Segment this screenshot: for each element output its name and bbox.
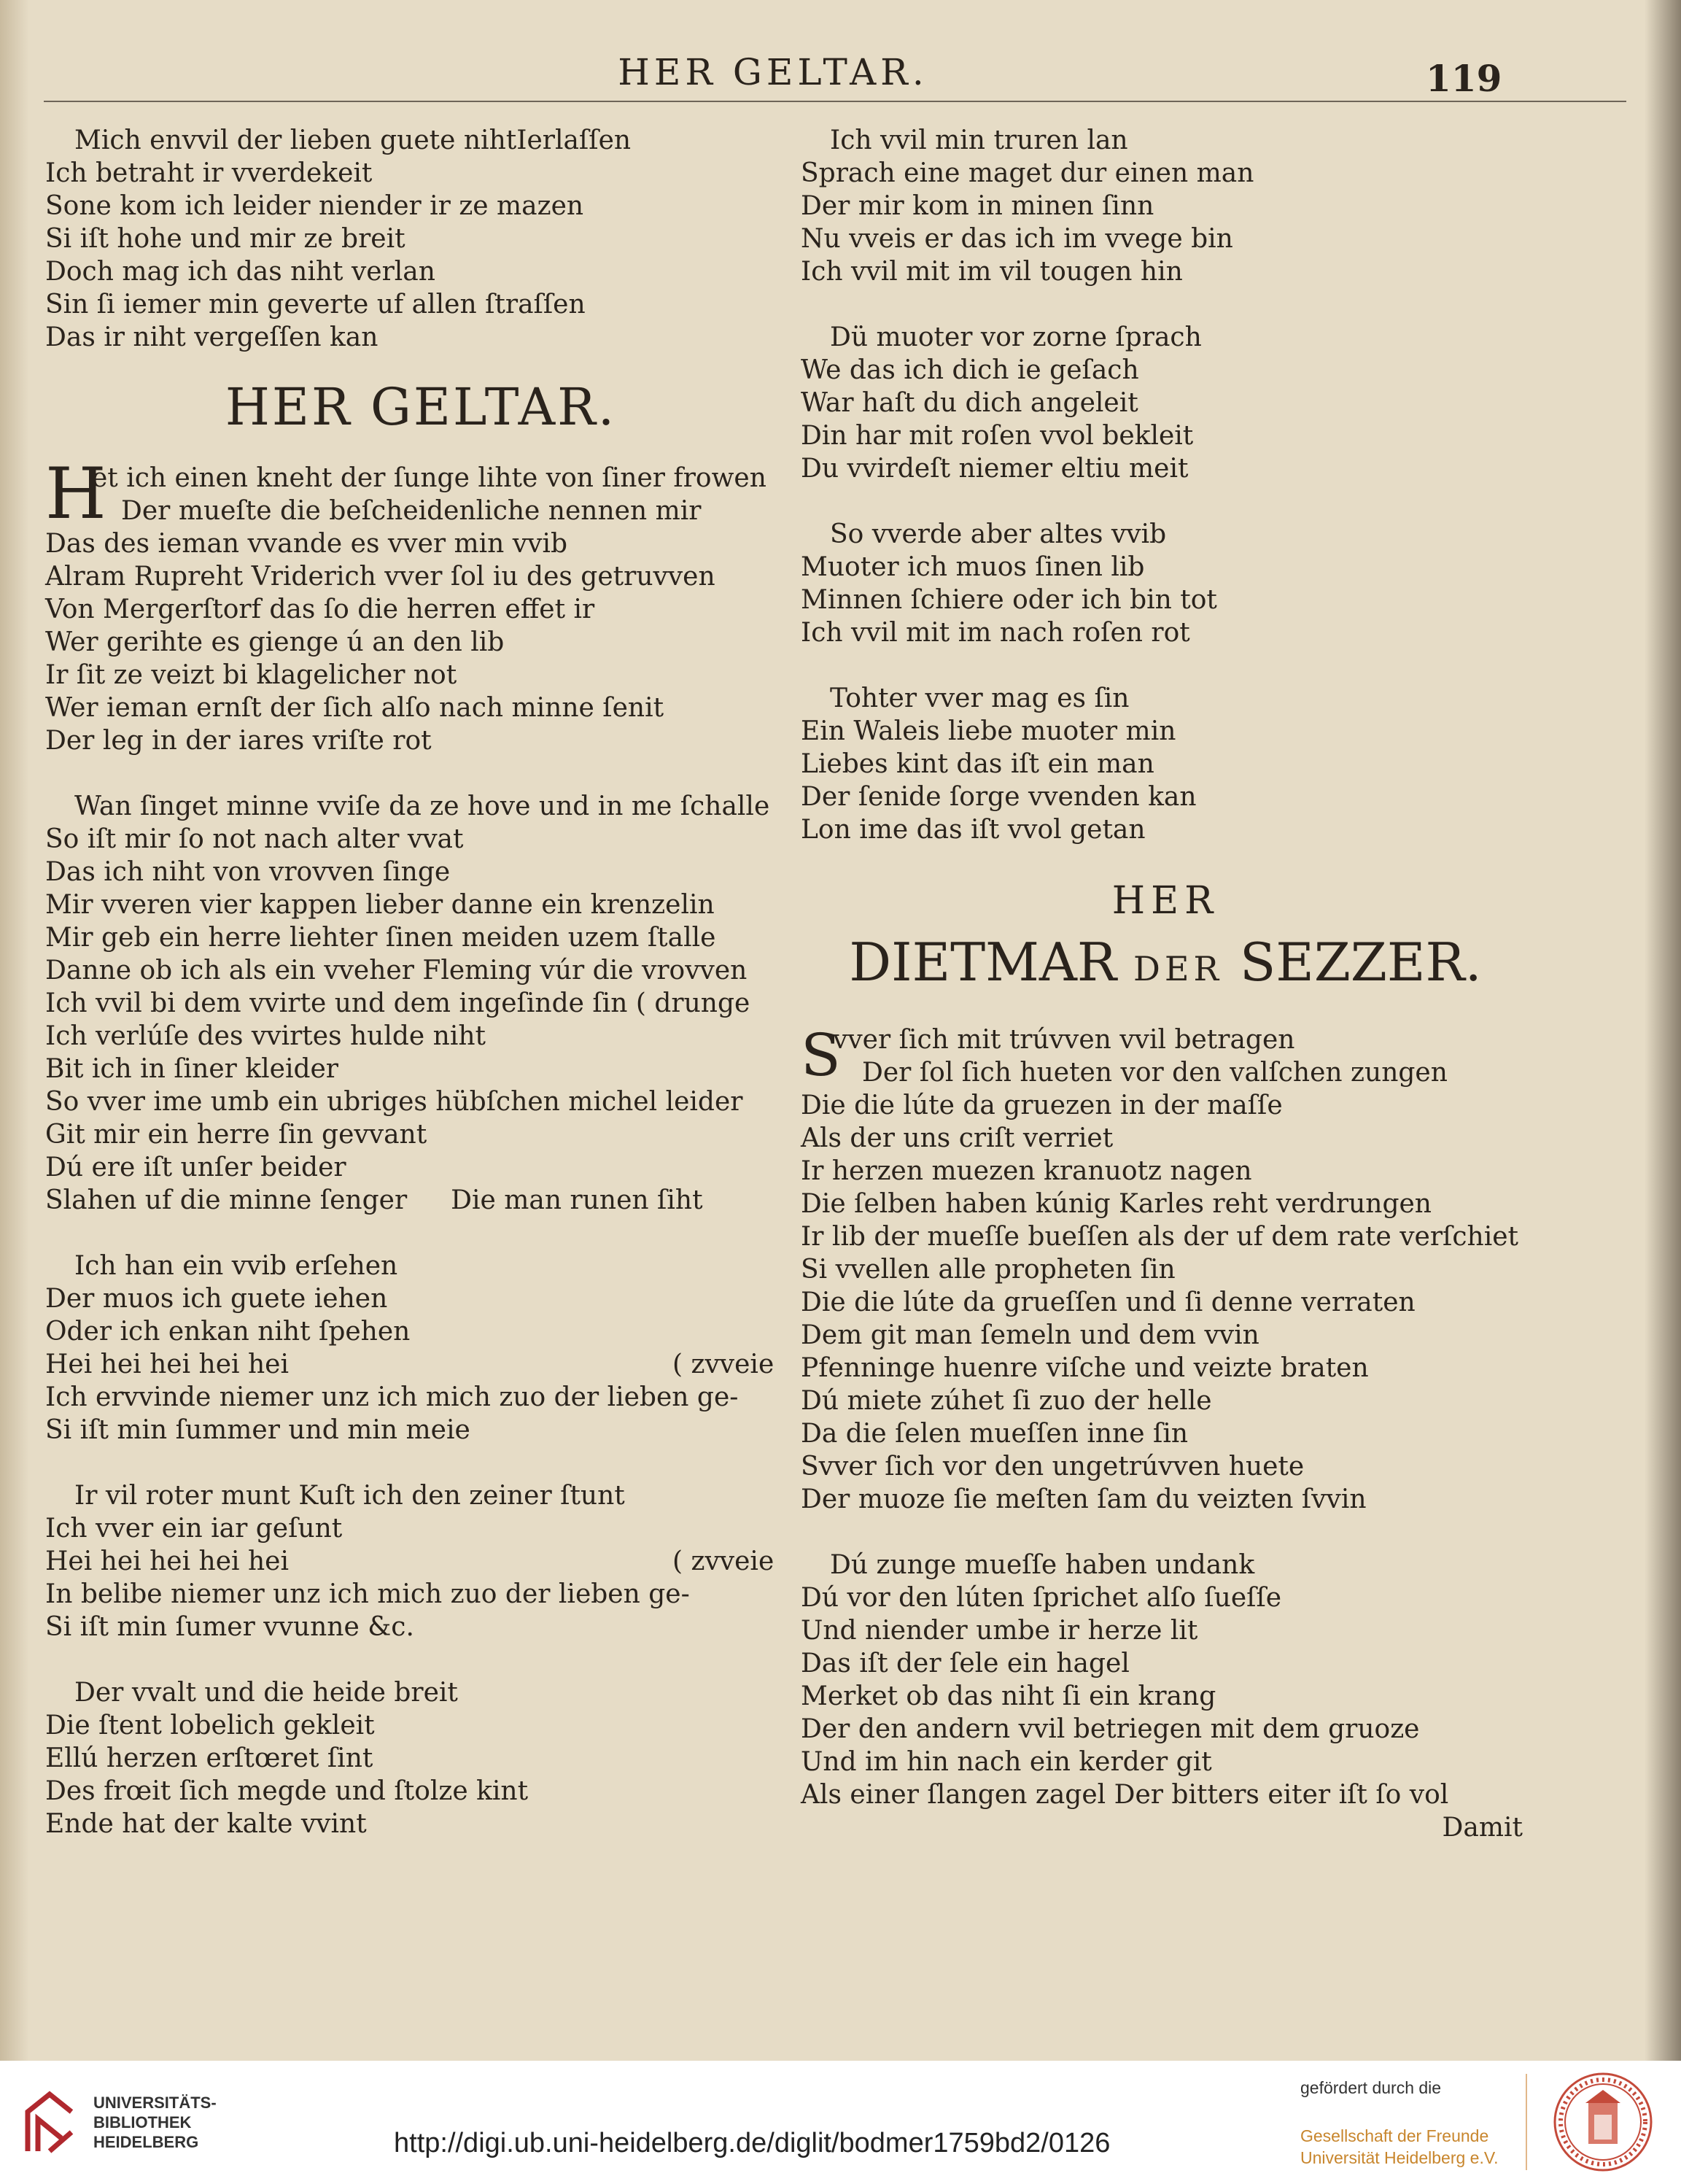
- section-title: [801, 929, 1530, 1002]
- verse-line: Ich vvil mit im nach roſen rot: [801, 618, 1190, 648]
- stanza: [801, 682, 1530, 846]
- running-head: HER GELTAR.: [618, 51, 928, 93]
- stanza-gap: [801, 1516, 1530, 1549]
- verse-line: Oder ich enkan niht ſpehen: [45, 1317, 411, 1347]
- verse-line: Die ſelben haben kúnig Karles reht verdrungen: [801, 1189, 1432, 1219]
- sponsor-name: [1300, 2125, 1498, 2169]
- stanza: [801, 1549, 1530, 1844]
- verse-line: Die ſtent lobelich gekleit: [45, 1711, 375, 1740]
- verse-line: Danne ob ich als ein vveher Fleming vúr die vrovven: [45, 956, 748, 985]
- section-title: HER GELTAR.: [225, 377, 617, 437]
- footer-divider: [1526, 2074, 1527, 2170]
- right-column: [801, 124, 1530, 1844]
- verse-line: Si iſt hohe und mir ze breit: [45, 224, 405, 254]
- verse-line: Mir geb ein herre liehter ſinen meiden uzem ſtalle: [45, 923, 716, 953]
- verse-line: Der ſenide ſorge vvenden kan: [801, 782, 1197, 812]
- verse-line: So iſt mir ſo not nach alter vvat: [45, 824, 464, 854]
- verse-line: Das ir niht vergeſſen kan: [45, 322, 378, 352]
- verse-line: War haſt du dich angeleit: [801, 388, 1138, 418]
- sponsor-label: gefördert durch die: [1300, 2078, 1442, 2097]
- intro-stanza: [45, 124, 796, 354]
- stanza: [801, 124, 1530, 288]
- verse-line: Git mir ein herre ſin gevvant: [45, 1120, 427, 1150]
- verse-line: Svver ſich vor den ungetrúvven huete: [801, 1452, 1305, 1482]
- verse-line: Die die lúte da gruezen in der maſſe: [801, 1091, 1283, 1120]
- verse-line: Und niender umbe ir herze lit: [801, 1616, 1198, 1646]
- verse-line: Dú vor den lúten ſprichet alſo ſueſſe: [801, 1583, 1282, 1613]
- verse-line: Ich verlúſe des vvirtes hulde niht: [45, 1021, 486, 1051]
- verse-line: Doch mag ich das niht verlan: [45, 257, 435, 287]
- verse-line: Dú ere iſt unſer beider: [45, 1153, 346, 1182]
- stanza: [45, 1676, 796, 1840]
- library-name-line: BIBLIOTHEK: [93, 2113, 192, 2131]
- verse-line: Sin ſi iemer min geverte uf allen ſtraſſen: [45, 290, 586, 320]
- verse-line: Din har mit roſen vvol bekleit: [801, 421, 1194, 451]
- verse-line: We das ich dich ie geſach: [801, 355, 1139, 385]
- verse-text: Hei hei hei hei hei: [45, 1349, 290, 1379]
- verse-line: Ich vvil min truren lan: [830, 125, 1128, 155]
- stanza-gap: [801, 649, 1530, 682]
- verse-line: Als der uns criſt verriet: [801, 1123, 1114, 1153]
- verse-line: Pfenninge huenre viſche und veizte braten: [801, 1353, 1369, 1383]
- verse-line: Mich envvil der lieben guete nihtIerlaſſen: [74, 125, 632, 155]
- title-word: DIETMAR: [849, 932, 1117, 993]
- verse-line: Da die ſelen mueſſen inne ſin: [801, 1419, 1189, 1449]
- verse-text: vver ſich mit trúvven vvil betragen: [833, 1025, 1295, 1055]
- verse-line: [45, 1545, 796, 1578]
- stanza-gap: [45, 757, 796, 790]
- stanza: [801, 518, 1530, 649]
- verse-line: Dú zunge mueſſe haben undank: [830, 1550, 1255, 1580]
- stanza-gap: [45, 1643, 796, 1676]
- verse-line: Ich vvil mit im vil tougen hin: [801, 257, 1183, 287]
- stanza: [801, 1023, 1530, 1516]
- verse-line: Von Mergerſtorf das ſo die herren effet ir: [45, 595, 595, 624]
- verse-line: Der vvalt und die heide breit: [74, 1678, 458, 1708]
- verse-line: Liebes kint das iſt ein man: [801, 749, 1154, 779]
- verse-line: Wan ſinget minne vviſe da ze hove und in me ſchalle: [74, 791, 770, 821]
- library-name: [93, 2093, 217, 2152]
- verse-line: Der mir kom in minen ſinn: [801, 191, 1154, 221]
- verse-line: Das des ieman vvande es vver min vvib: [45, 529, 568, 559]
- verse-line: Si iſt min ſumer vvunne &c.: [45, 1612, 414, 1642]
- section-title-her: HER: [1111, 879, 1219, 923]
- verse-text: Slahen uf die minne ſenger: [45, 1185, 408, 1215]
- verse-line: Nu vveis er das ich im vvege bin: [801, 224, 1233, 254]
- verse-tail: ( zvveie: [672, 1349, 774, 1379]
- verse-line: Du vvirdeſt niemer eltiu meit: [801, 454, 1189, 484]
- library-name-line: HEIDELBERG: [93, 2133, 199, 2151]
- verse-text: et ich einen kneht der ſunge lihte von ſiner frowen: [92, 463, 766, 493]
- verse-line: Si iſt min ſummer und min meie: [45, 1415, 470, 1445]
- stanza: [45, 1250, 796, 1447]
- verse-line: [45, 1348, 796, 1381]
- footer-bar: [0, 2061, 1681, 2184]
- verse-line: So vverde aber altes vvib: [830, 519, 1167, 549]
- verse-line: Als einer ſlangen zagel Der bitters eiter iſt ſo vol: [801, 1780, 1449, 1810]
- verse-line: Ir ſit ze veizt bi klagelicher not: [45, 660, 457, 690]
- verse-line: Ich han ein vvib erſehen: [74, 1251, 398, 1281]
- verse-line: Der den andern vvil betriegen mit dem gruoze: [801, 1714, 1420, 1744]
- page-edge-left: [0, 0, 29, 2061]
- verse-line: Die die lúte da grueſſen und ſi denne verraten: [801, 1287, 1416, 1317]
- sponsor-name-line: Universität Heidelberg e.V.: [1300, 2148, 1499, 2167]
- verse-line: In belibe niemer unz ich mich zuo der lieben ge-: [45, 1579, 690, 1609]
- sponsor-name-line: Gesellschaft der Freunde: [1300, 2126, 1489, 2145]
- verse-line: Ein Waleis liebe muoter min: [801, 716, 1176, 746]
- verse-line: Si vvellen alle propheten ſin: [801, 1255, 1176, 1285]
- verse-line: Sprach eine maget dur einen man: [801, 158, 1254, 188]
- title-word-small: DER: [1133, 949, 1224, 988]
- verse-line: Muoter ich muos ſinen lib: [801, 552, 1145, 582]
- title-word: SEZZER.: [1239, 932, 1482, 993]
- stanza: [45, 790, 796, 1217]
- verse-line: Des frœit ſich megde und ſtolze kint: [45, 1776, 529, 1806]
- header-rule: [44, 101, 1626, 102]
- verse-line: Wer gerihte es gienge ú an den lib: [45, 627, 505, 657]
- verse-line: Wer ieman ernſt der ſich alſo nach minne ſenit: [45, 693, 664, 723]
- library-name-line: UNIVERSITÄTS-: [93, 2094, 217, 2112]
- verse-line: Dem git man ſemeln und dem vvin: [801, 1320, 1259, 1350]
- stanza-gap: [801, 485, 1530, 518]
- stanza: [801, 321, 1530, 485]
- catchword: Damit: [1442, 1813, 1523, 1843]
- page-number: 119: [1426, 57, 1502, 100]
- verse-line: Dú miete zúhet ſi zuo der helle: [801, 1386, 1212, 1416]
- verse-line: [45, 1184, 796, 1217]
- verse-line: Der leg in der iares vriſte rot: [45, 726, 432, 756]
- verse-line: Ich betraht ir vverdekeit: [45, 158, 373, 188]
- university-library-logo-icon: [20, 2090, 79, 2154]
- drop-cap: S: [801, 1021, 841, 1089]
- verse-line: Minnen ſchiere oder ich bin tot: [801, 585, 1217, 615]
- verse-line: Ich ervvinde niemer unz ich mich zuo der lieben ge-: [45, 1382, 739, 1412]
- verse-line: Bit ich in ſiner kleider: [45, 1054, 339, 1084]
- stanza: [45, 1479, 796, 1643]
- verse-line: Ir vil roter munt Kuſt ich den zeiner ſtunt: [74, 1481, 625, 1511]
- verse-line: Der muoze ſie meſten ſam du veizten ſvvin: [801, 1484, 1367, 1514]
- stanza-gap: [45, 1447, 796, 1479]
- verse-line: Und im hin nach ein kerder git: [801, 1747, 1212, 1777]
- verse-tail: Die man runen ſiht: [451, 1185, 703, 1215]
- verse-line: Ich vver ein iar geſunt: [45, 1514, 343, 1544]
- verse-line: Ir herzen muezen kranuotz nagen: [801, 1156, 1252, 1186]
- page-edge-right: [1645, 0, 1681, 2061]
- left-column: [45, 124, 796, 1840]
- verse-line: Ende hat der kalte vvint: [45, 1809, 367, 1839]
- permalink-url[interactable]: http://digi.ub.uni-heidelberg.de/diglit/bodmer1759bd2/0126: [394, 2128, 1111, 2158]
- verse-text: Hei hei hei hei hei: [45, 1546, 290, 1576]
- verse-line: Merket ob das niht ſi ein krang: [801, 1681, 1216, 1711]
- verse-line: Ellú herzen erſtœret ſint: [45, 1743, 373, 1773]
- verse-line: Tohter vver mag es ſin: [830, 684, 1130, 713]
- stanza-gap: [801, 288, 1530, 321]
- verse-line: So vver ime umb ein ubriges hübſchen michel leider: [45, 1087, 743, 1117]
- verse-line: Der ſol ſich hueten vor den valſchen zungen: [862, 1058, 1448, 1088]
- verse-line: Lon ime das iſt vvol getan: [801, 815, 1146, 845]
- verse-line: Der muos ich guete iehen: [45, 1284, 388, 1314]
- verse-line: Dü muoter vor zorne ſprach: [830, 322, 1202, 352]
- verse-line: Ich vvil bi dem vvirte und dem ingeſinde ſin ( drunge: [45, 988, 750, 1018]
- verse-line: Das ich niht von vrovven ſinge: [45, 857, 451, 887]
- stanza-gap: [45, 1217, 796, 1250]
- verse-line: Mir vveren vier kappen lieber danne ein krenzelin: [45, 890, 715, 920]
- drop-cap: H: [45, 453, 106, 535]
- verse-line: Sone kom ich leider niender ir ze mazen: [45, 191, 584, 221]
- verse-line: Das iſt der ſele ein hagel: [801, 1649, 1130, 1678]
- university-seal-icon: [1552, 2071, 1654, 2173]
- verse-line: Ir lib der mueſſe bueſſen als der uf dem rate verſchiet: [801, 1222, 1519, 1252]
- verse-tail: ( zvveie: [672, 1546, 774, 1576]
- verse-line: Alram Rupreht Vriderich vver ſol iu des getruvven: [45, 562, 715, 592]
- verse-line: Der mueſte die beſcheidenliche nennen mir: [121, 496, 702, 526]
- stanza: [45, 453, 796, 757]
